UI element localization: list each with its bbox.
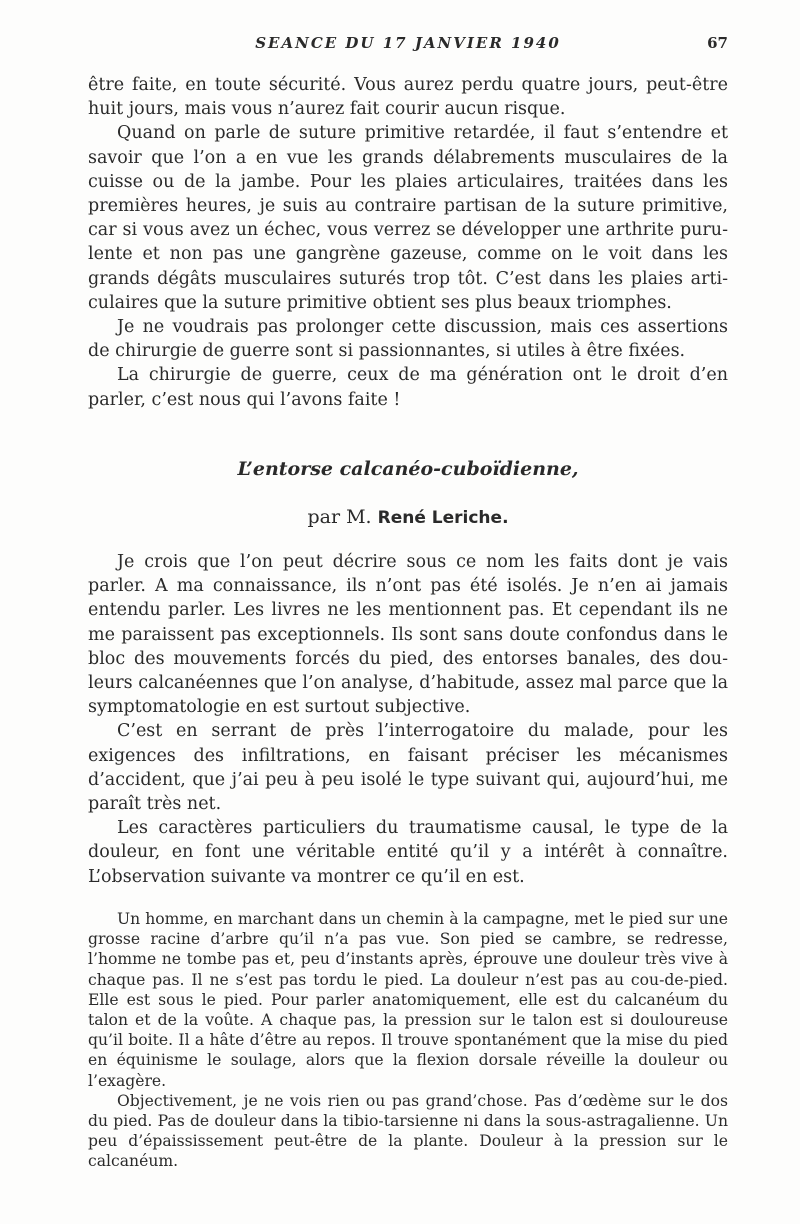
paragraph: Les caractères particuliers du traumatisme causal, le type de la douleur, en font une véritable entité qu’il y a intérêt à connaître. L’observation suivante va montrer ce qu’il en est. <box>88 818 728 887</box>
observation-block <box>88 909 728 1172</box>
byline-prefix: par M. <box>307 506 372 528</box>
paragraph: Je crois que l’on peut décrire sous ce nom les faits dont je vais parler. A ma connaissance, ils n’ont pas été isolés. Je n’en ai jamais entendu parler. Les livres ne les mentionnent pas. Et cependant ils ne me paraissent pas exceptionnels. Ils sont sans doute confondus dans le bloc des mouvements forcés du pied, des entorses banales, des douleurs calcanéennes que l’on analyse, d’habitude, assez mal parce que la symptomatologie en est surtout subjective. <box>88 552 728 718</box>
author-name: René Leriche. <box>377 508 509 528</box>
running-header <box>88 34 728 56</box>
page-number: 67 <box>707 34 728 52</box>
paragraph: Quand on parle de suture primitive retardée, il faut s’entendre et savoir que l’on a en vue les grands délabrements musculaires de la cuisse ou de la jambe. Pour les plaies articulaires, traitées dans les premières heures, je suis au contraire partisan de la suture primitive, car si vous avez un échec, vous verrez se développer une arthrite purulente et non pas une gangrène gazeuse, comme on le voit dans les grands dégâts musculaires suturés trop tôt. C’est dans les plaies articulaires que la suture primitive obtient ses plus beaux triomphes. <box>88 123 728 313</box>
paragraph: être faite, en toute sécurité. Vous aurez perdu quatre jours, peut-être huit jours, mais vous n’aurez fait courir aucun risque. <box>88 75 728 120</box>
paragraph: La chirurgie de guerre, ceux de ma génération ont le droit d’en parler, c’est nous qui l’avons faite ! <box>88 365 728 410</box>
intro-text-block <box>88 73 728 412</box>
paragraph: Je ne voudrais pas prolonger cette discussion, mais ces assertions de chirurgie de guerre sont si passionnantes, si utiles à être fixées. <box>88 317 728 362</box>
running-title: SEANCE DU 17 JANVIER 1940 <box>255 34 561 52</box>
observation-paragraph: Un homme, en marchant dans un chemin à la campagne, met le pied sur une grosse racine d’arbre qu’il n’a pas vue. Son pied se cambre, se redresse, l’homme ne tombe pas et, peu d’instants après, éprouve une douleur très vive à chaque pas. Il ne s’est pas tordu le pied. La douleur n’est pas au cou-de-pied. Elle est sous le pied. Pour parler anatomiquement, elle est du calcanéum du talon et de la voûte. A chaque pas, la pression sur le talon est si douloureuse qu’il boite. Il a hâte d’être au repos. Il trouve spontanément que la mise du pied en équinisme le soulage, alors que la flexion dorsale réveille la douleur ou l’exagère. <box>88 910 728 1090</box>
byline <box>88 506 728 528</box>
paragraph: C’est en serrant de près l’interrogatoire du malade, pour les exigences des infiltrations, en faisant préciser les mécanismes d’accident, que j’ai peu à peu isolé le type suivant qui, aujourd’hui, me paraît très net. <box>88 721 728 815</box>
article-text-block <box>88 550 728 889</box>
observation-paragraph: Objectivement, je ne vois rien ou pas grand’chose. Pas d’œdème sur le dos du pied. Pas de douleur dans la tibio-tarsienne ni dans la sous-astragalienne. Un peu d’épaississement peut-être de la plante. Douleur à la pression sur le calcanéum. <box>88 1091 728 1171</box>
article-title: L’entorse calcanéo-cuboïdienne, <box>237 458 579 480</box>
